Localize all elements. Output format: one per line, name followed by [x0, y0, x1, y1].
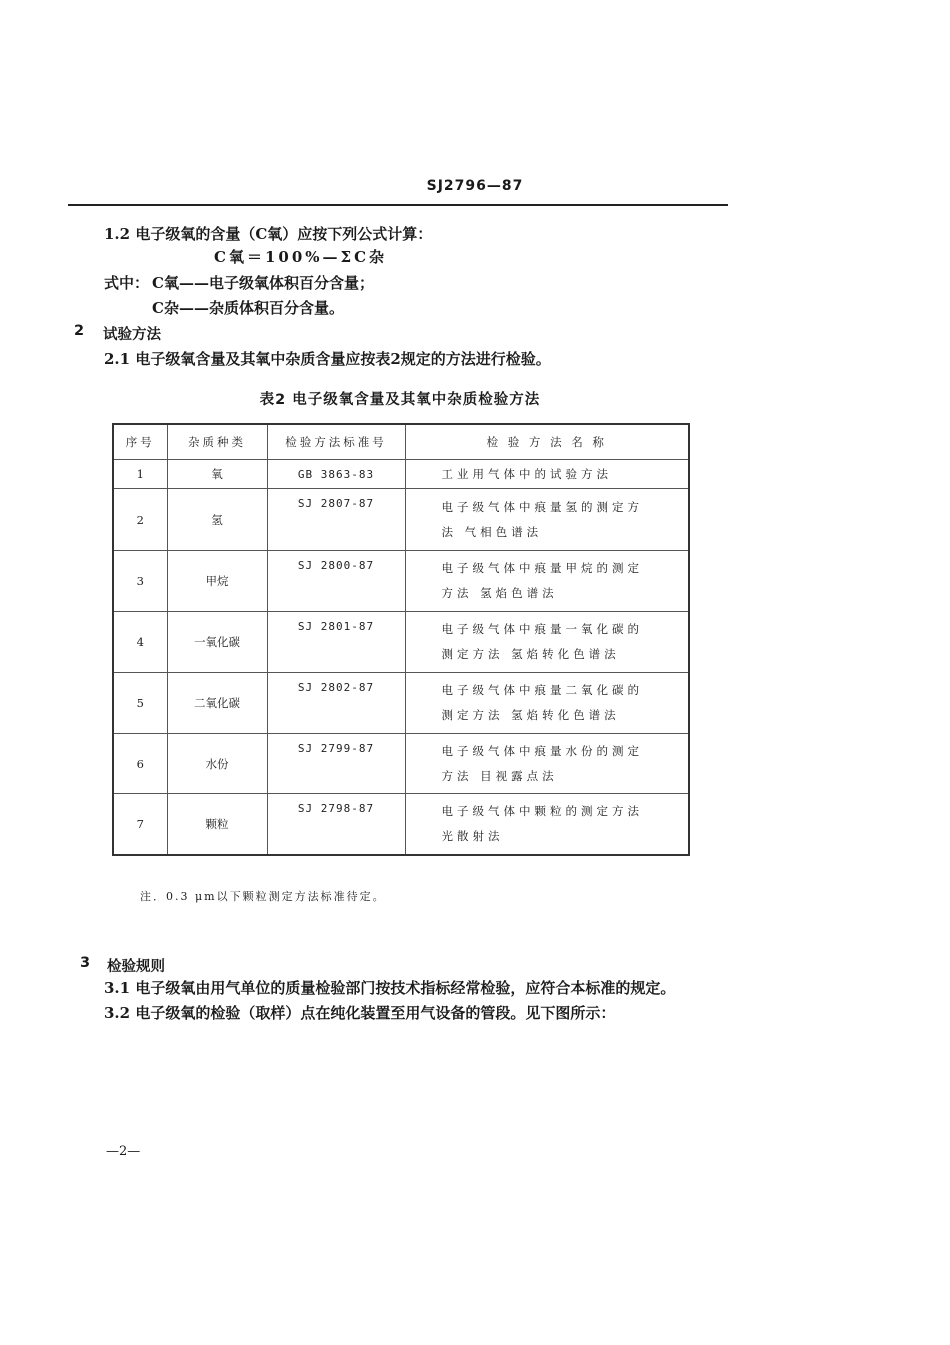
header-no: 序号 [113, 424, 167, 460]
clause-2-1: 2.1 电子级氧含量及其氧中杂质含量应按表2规定的方法进行检验。 [104, 350, 551, 368]
section-2-title: 试验方法 [103, 327, 161, 343]
cell-no: 2 [113, 489, 167, 551]
table-header-row [113, 424, 689, 460]
header-method: 检 验 方 法 名 称 [405, 424, 689, 460]
cell-impurity: 颗粒 [167, 794, 267, 855]
cell-no: 5 [113, 673, 167, 734]
cell-method [405, 551, 689, 612]
method-line: 电子级气体中痕量氢的测定方 [441, 499, 643, 514]
cell-standard: SJ 2802-87 [267, 673, 405, 734]
cell-method [405, 612, 689, 673]
method-line: 方法 目视露点法 [441, 768, 558, 783]
clause-3-2: 3.2 电子级氧的检验（取样）点在纯化装置至用气设备的管段。见下图所示： [104, 1004, 616, 1022]
formula: C氧＝100%—ΣC杂 [214, 248, 388, 266]
method-line: 电子级气体中痕量水份的测定 [441, 743, 643, 758]
cell-method [405, 489, 689, 551]
method-line: 电子级气体中痕量一氧化碳的 [441, 622, 643, 636]
method-line: 光散射法 [441, 828, 504, 843]
cell-impurity: 氢 [167, 489, 267, 551]
cell-no: 4 [113, 612, 167, 673]
method-line: 测定方法 氢焰转化色谱法 [441, 647, 620, 661]
cell-impurity: 甲烷 [167, 551, 267, 612]
table-row [113, 734, 689, 794]
cell-standard: SJ 2807-87 [267, 489, 405, 551]
cell-method [405, 460, 689, 489]
clause-1-2: 1.2 电子级氧的含量（C氧）应按下列公式计算： [104, 225, 433, 243]
page-number: —2— [106, 1144, 141, 1159]
method-line: 测定方法 氢焰转化色谱法 [441, 708, 620, 722]
cell-impurity: 一氧化碳 [167, 612, 267, 673]
section-2-number: 2 [74, 323, 85, 339]
table-caption: 表2 电子级氧含量及其氧中杂质检验方法 [259, 392, 541, 408]
table-row [113, 673, 689, 734]
cell-standard: SJ 2799-87 [267, 734, 405, 794]
cell-impurity: 氧 [167, 460, 267, 489]
header-standard: 检验方法标准号 [267, 424, 405, 460]
table-row [113, 551, 689, 612]
cell-method [405, 673, 689, 734]
cell-no: 6 [113, 734, 167, 794]
method-line: 电子级气体中颗粒的测定方法 [441, 803, 643, 818]
method-line: 电子级气体中痕量二氧化碳的 [441, 683, 643, 697]
clause-3-1: 3.1 电子级氧由用气单位的质量检验部门按技术指标经常检验，应符合本标准的规定。 [104, 979, 676, 997]
method-line: 方法 氢焰色谱法 [441, 586, 558, 600]
table-row [113, 794, 689, 855]
formula-def-impurity: C杂——杂质体积百分含量。 [152, 299, 344, 317]
cell-standard: SJ 2800-87 [267, 551, 405, 612]
formula-where-label: 式中： [104, 274, 150, 292]
table-row [113, 489, 689, 551]
header-impurity: 杂质种类 [167, 424, 267, 460]
header-rule [68, 204, 728, 206]
formula-def-oxygen: C氧——电子级氧体积百分含量； [152, 274, 374, 292]
method-line: 法 气相色谱法 [441, 524, 543, 539]
method-line: 工业用气体中的试验方法 [441, 466, 612, 481]
cell-no: 3 [113, 551, 167, 612]
cell-method [405, 734, 689, 794]
impurity-method-table [112, 423, 690, 856]
table-row [113, 460, 689, 489]
table-row [113, 612, 689, 673]
cell-no: 1 [113, 460, 167, 489]
cell-impurity: 二氧化碳 [167, 673, 267, 734]
cell-impurity: 水份 [167, 734, 267, 794]
section-3-number: 3 [80, 955, 91, 971]
cell-standard: GB 3863-83 [267, 460, 405, 489]
cell-standard: SJ 2798-87 [267, 794, 405, 855]
cell-method [405, 794, 689, 855]
document-code: SJ2796—87 [426, 178, 524, 194]
section-3-title: 检验规则 [107, 959, 165, 975]
method-line: 电子级气体中痕量甲烷的测定 [441, 561, 643, 575]
cell-standard: SJ 2801-87 [267, 612, 405, 673]
cell-no: 7 [113, 794, 167, 855]
table-note: 注．0.3 μm以下颗粒测定方法标准待定。 [140, 890, 386, 903]
